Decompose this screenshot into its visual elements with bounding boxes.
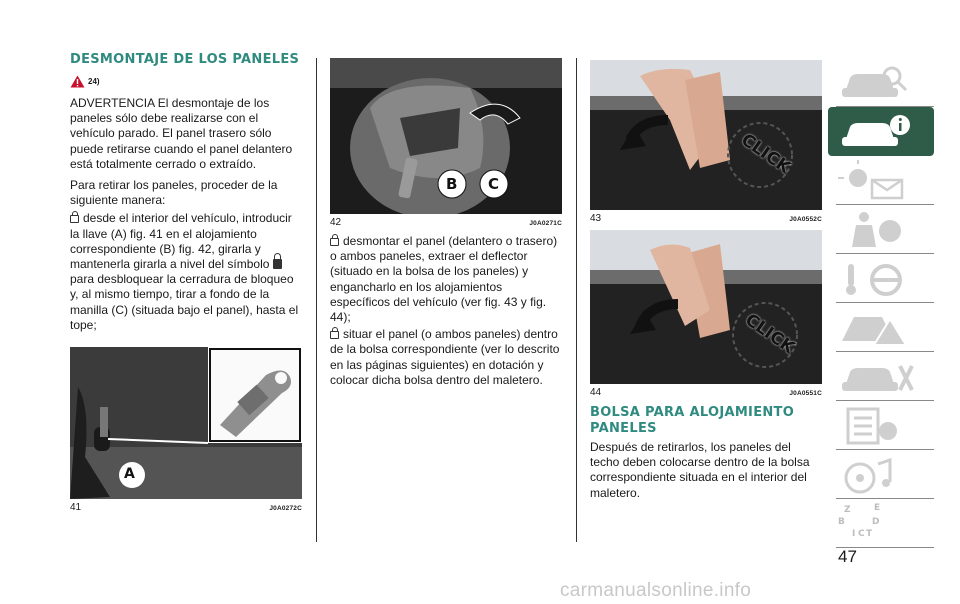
intro-paragraph: Para retirar los paneles, proceder de la siguiente manera: <box>70 178 278 208</box>
bullet-step-1-text-b: para desbloquear la cerradura de bloqueo y, al mismo tiempo, tirar a fondo de la manilla (C) (situada bajo el panel), hasta el tope; <box>70 272 299 332</box>
figure-number: 41 <box>70 502 82 514</box>
warning-reference <box>70 72 302 90</box>
sidebar-item-getting-to-know[interactable] <box>828 58 934 107</box>
warning-paragraph: ADVERTENCIA El desmontaje de los paneles sólo debe realizarse con el vehículo parado. El panel trasero sólo puede retirarse cuando el panel delantero está totalmente cerrado o extraído. <box>70 96 293 171</box>
car-bullet-icon <box>70 215 79 223</box>
click-label: CLICK <box>737 129 795 179</box>
column-1 <box>70 52 302 514</box>
figure-code: J0A0552C <box>789 216 822 223</box>
index-letter-t: T <box>866 529 873 539</box>
section-heading-bag: BOLSA PARA ALOJAMIENTO PANELES <box>590 405 795 436</box>
figure-44-image <box>590 230 822 384</box>
column-2 <box>330 52 562 388</box>
bag-paragraph: Después de retirarlos, los paneles del techo deben colocarse dentro de la bolsa correspondiente situada en el interior del maletero. <box>590 440 810 500</box>
callout-label-c: C <box>488 175 500 193</box>
column-divider <box>576 58 577 542</box>
index-letter-e: E <box>874 503 881 513</box>
column-divider <box>316 58 317 542</box>
multimedia-icon <box>828 450 928 499</box>
section-heading-removal: DESMONTAJE DE LOS PANELES <box>70 52 300 67</box>
car-bullet-icon <box>330 331 339 339</box>
specs-list-icon <box>828 401 928 450</box>
sidebar-item-multimedia[interactable] <box>828 450 934 499</box>
sidebar-item-starting-driving[interactable] <box>828 254 934 303</box>
sidebar-item-index[interactable] <box>828 499 934 548</box>
bullet-step-2-text: desmontar el panel (delantero o trasero) o ambos paneles, extraer el deflector (situado en la bolsa de los paneles) y engancharlo en los alojamientos específicos del vehículo (ver fig. 43 y fig. 44); <box>330 234 558 325</box>
warning-number: 24) <box>88 76 100 86</box>
column-3 <box>590 52 822 501</box>
sidebar-item-vehicle-info[interactable] <box>828 107 934 156</box>
sidebar-item-lights[interactable] <box>828 156 934 205</box>
sidebar-item-technical-data[interactable] <box>828 401 934 450</box>
figure-42-image <box>330 58 562 214</box>
light-message-icon <box>828 156 928 205</box>
steering-wheel-icon <box>828 254 928 303</box>
index-letter-z: Z <box>844 505 851 515</box>
figure-43-image <box>590 60 822 210</box>
chapter-sidebar <box>828 58 934 548</box>
seatbelt-airbag-icon <box>828 205 928 254</box>
index-letter-i: I <box>852 529 856 539</box>
sidebar-item-safety[interactable] <box>828 205 934 254</box>
index-letter-b: B <box>838 517 845 527</box>
figure-41-image <box>70 347 302 499</box>
bullet-step-1 <box>70 211 302 333</box>
alphabet-index-icon <box>836 503 886 543</box>
click-label: CLICK <box>741 309 799 359</box>
figure-44-caption <box>590 387 822 399</box>
warning-triangle-icon <box>70 75 85 88</box>
sidebar-item-emergency[interactable] <box>828 303 934 352</box>
index-letter-c: C <box>858 529 865 539</box>
index-letter-d: D <box>872 517 880 527</box>
figure-number: 44 <box>590 387 602 398</box>
callout-label-a: A <box>124 466 135 483</box>
watermark: carmanualsonline.info <box>560 580 752 601</box>
bullet-step-2 <box>330 234 562 325</box>
car-bullet-icon <box>330 238 339 246</box>
car-tools-icon <box>828 352 928 401</box>
figure-42-caption <box>330 217 562 229</box>
figure-number: 42 <box>330 217 342 228</box>
bullet-step-3 <box>330 327 562 388</box>
bullet-step-3-text: situar el panel (o ambos paneles) dentro de la bolsa correspondiente (ver lo descrito en las páginas siguientes) en dotación y colocar dicha bolsa dentro del maletero. <box>330 327 560 387</box>
figure-41-caption <box>70 502 302 514</box>
car-search-icon <box>828 58 928 107</box>
unlock-symbol-icon <box>273 259 282 269</box>
figure-code: J0A0272C <box>269 505 302 513</box>
figure-code: J0A0551C <box>789 390 822 397</box>
figure-number: 43 <box>590 213 602 224</box>
figure-43-caption <box>590 213 822 225</box>
figure-code: J0A0271C <box>529 220 562 227</box>
warning-road-icon <box>828 303 928 352</box>
sidebar-item-servicing[interactable] <box>828 352 934 401</box>
car-info-icon <box>828 107 928 156</box>
page-number: 47 <box>838 547 857 566</box>
callout-label-b: B <box>446 175 458 193</box>
bullet-step-1-text-a: desde el interior del vehículo, introducir la llave (A) fig. 41 en el alojamiento correspondiente (B) fig. 42, girarla y mantenerla girarla a nivel del símbolo <box>70 211 292 272</box>
